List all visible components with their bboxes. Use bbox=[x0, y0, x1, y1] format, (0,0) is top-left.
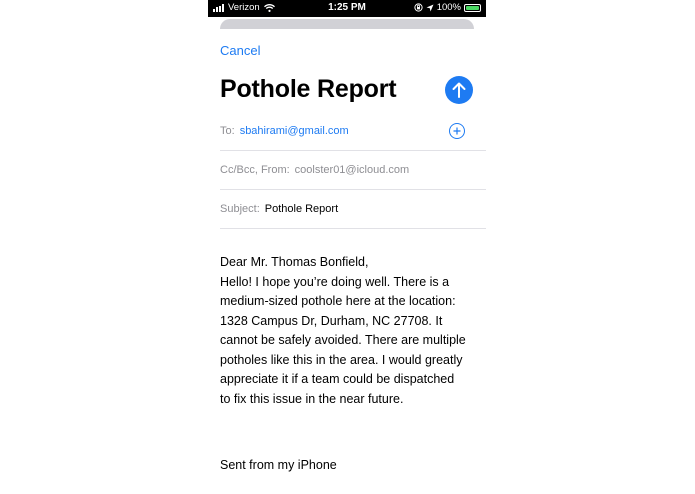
body-line: cannot be safely avoided. There are multiple bbox=[220, 333, 466, 347]
battery-icon bbox=[464, 4, 481, 12]
compose-sheet bbox=[208, 29, 486, 494]
subject-field[interactable]: Pothole Report bbox=[264, 203, 339, 215]
to-label: To: bbox=[220, 125, 235, 137]
body-line: appreciate it if a team could be dispatched bbox=[220, 372, 455, 386]
body-line: 1328 Campus Dr, Durham, NC 27708. It bbox=[220, 313, 443, 328]
send-arrow-icon bbox=[452, 82, 466, 98]
status-bar bbox=[208, 0, 486, 17]
send-button[interactable] bbox=[445, 76, 473, 104]
body-greeting: Dear Mr. Thomas Bonfield, bbox=[220, 255, 369, 269]
body-line: potholes like this in the area. I would greatly bbox=[220, 352, 463, 367]
add-contact-icon bbox=[453, 127, 461, 135]
subject-label: Subject: bbox=[220, 203, 260, 215]
ccbcc-from-row[interactable] bbox=[220, 151, 486, 190]
message-body[interactable] bbox=[220, 253, 480, 409]
from-address[interactable]: coolster01@icloud.com bbox=[294, 164, 410, 176]
carrier-name: Verizon bbox=[228, 2, 260, 13]
phone-screen bbox=[208, 0, 486, 494]
body-line: medium-sized pothole here at the location: bbox=[220, 294, 456, 308]
subject-row[interactable] bbox=[220, 190, 486, 229]
body-line: to fix this issue in the near future. bbox=[220, 391, 404, 406]
compose-title: Pothole Report bbox=[220, 75, 397, 103]
cancel-button[interactable]: Cancel bbox=[220, 43, 261, 58]
orientation-lock-icon bbox=[414, 3, 423, 12]
location-arrow-icon bbox=[426, 4, 434, 12]
status-right bbox=[414, 2, 481, 13]
status-time: 1:25 PM bbox=[328, 2, 366, 13]
to-row[interactable] bbox=[220, 112, 486, 151]
to-recipient[interactable]: sbahirami@gmail.com bbox=[239, 125, 349, 137]
email-signature: Sent from my iPhone bbox=[220, 458, 337, 472]
battery-percent: 100% bbox=[436, 2, 461, 13]
ccbcc-from-label: Cc/Bcc, From: bbox=[220, 164, 290, 176]
body-line: Hello! I hope you’re doing well. There is a bbox=[220, 274, 450, 289]
add-contact-button[interactable] bbox=[449, 123, 465, 139]
